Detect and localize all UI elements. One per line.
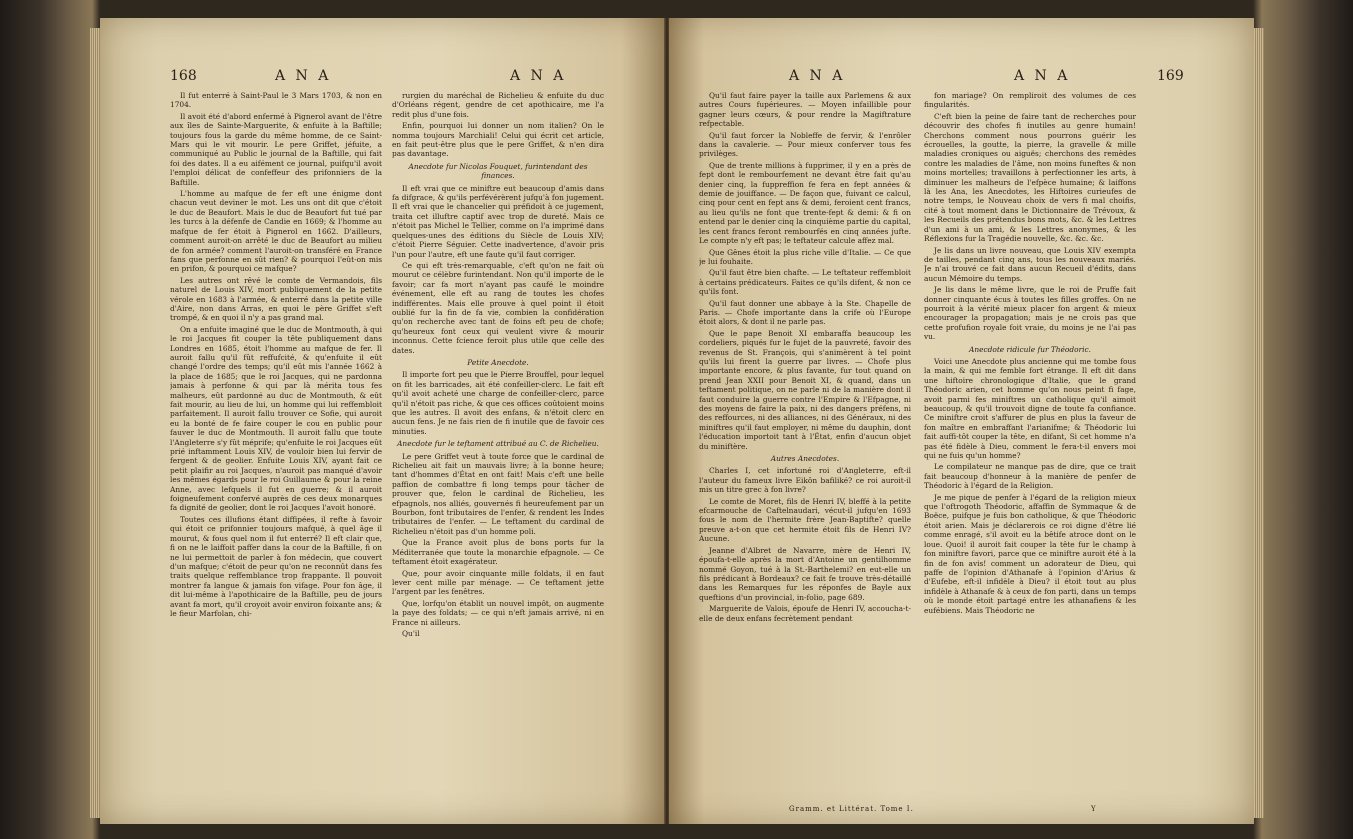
paragraph: Je me pique de penfer à l'égard de la religion mieux que l'oftrogoth Théodoric, affaffin de Symmaque & de Boëce, puifque je fuis bon catholique, & que Théodoric étoit arien. Mais je déclarerois ce roi digne d'être lié comme enragé, s'il avoit eu la bêtife atroce dont on le loue. Quoi! il auroit fait couper la tête fur le champ à fon miniftre favori, parce que ce miniftre auroit été à la fin de fon avis! comment un adorateur de Dieu, qui paffe de l'opinion d'Athanafe à l'opinion d'Arius & d'Eufebe, eft-il infidèle à Dieu? il étoit tout au plus infidèle à Athanafe & à ceux de fon parti, dans un temps où le monde étoit partagé entre les athanafiens & les eufébiens. Mais Théodoric ne bbox=[924, 492, 1136, 615]
paragraph: Enfin, pourquoi lui donner un nom italien? On le nomma toujours Marchiali! Celui qui écrit cet article, en fait peut-être plus que le pere Griffet, & n'en dira pas davantage. bbox=[392, 121, 604, 159]
paragraph: Autres Anecdotes. bbox=[770, 454, 840, 464]
right-page-column-1 bbox=[699, 91, 911, 821]
paragraph: Toutes ces illufions étant diffipées, il refte à favoir qui étoit ce prifonnier toujours mafqué, à quel âge il mourut, & fous quel nom il fut enterré? Il eft clair que, fi on ne le laiffoit paffer dans la cour de la Baftille, fi on ne lui permettoit de parler à fon médecin, que couvert d'un mafque; c'étoit de peur qu'on ne reconnût dans fes traits quelque reffemblance trop frappante. Il pouvoit montrer fa langue & jamais fon vifage. Pour fon âge, il dit lui-même à l'apothicaire de la Baftille, peu de jours avant fa mort, qu'il croyoit avoir environ foixante ans; & le fieur Marfolan, chi- bbox=[170, 514, 382, 618]
paragraph: L'homme au mafque de fer eft une énigme dont chacun veut deviner le mot. Les uns ont dit que c'étoit le duc de Beaufort. Mais le duc de Beaufort fut tué par les turcs à la défenfe de Candie en 1669; & l'homme au mafque de fer étoit à Pignerol en 1662. D'ailleurs, comment auroit-on arrêté le duc de Beaufort au milieu de fon armée? comment l'auroit-on transféré en France fans que perfonne en sût rien? & pourquoi l'eût-on mis en prifon, & pourquoi ce mafque? bbox=[170, 189, 382, 274]
page-number-left: 168 bbox=[170, 68, 197, 84]
right-page-edges bbox=[1254, 28, 1264, 818]
paragraph: Il importe fort peu que le Pierre Brouffel, pour lequel on fit les barricades, ait été confeiller-clerc. Le fait eft qu'il avoit acheté une charge de confeiller-clerc, parce qu'il n'étoit pas riche, & que ces offices coûtoient moins que les autres. Il avoit des enfans, & n'étoit clerc en aucun fens. Je ne fais rien de fi inutile que de favoir ces minuties. bbox=[392, 370, 604, 436]
paragraph: Anecdote fur Nicolas Fouquet, furintendant des finances. bbox=[408, 161, 588, 181]
catchword: Y bbox=[1091, 805, 1097, 813]
paragraph: Ce qui eft très-remarquable, c'eft qu'on ne fait où mourut ce célèbre furintendant. Non qu'il importe de le favoir; car fa mort n'ayant pas caufé le moindre événement, elle eft au rang de toutes les chofes indifférentes. Mais elle prouve à quel point il étoit oublié fur la fin de fa vie, combien la confidération qu'on recherche avec tant de foins eft peu de chofe; qu'heureux font ceux qui veulent vivre & mourir inconnus. Cette fcience feroit plus utile que celle des dates. bbox=[392, 260, 604, 355]
right-page-column-2 bbox=[924, 91, 1136, 821]
left-page-column-2 bbox=[392, 91, 604, 821]
paragraph: Jeanne d'Albret de Navarre, mère de Henri IV, époufa-t-elle après la mort d'Antoine un gentilhomme nommé Goyon, tué à la St.-Barthelemi? en eut-elle un fils prédicant à Bordeaux? ce fait fe trouve très-détaillé dans les Remarques fur les réponfes de Bayle aux queftions d'un provincial, in-folio, page 689. bbox=[699, 545, 911, 602]
paragraph: C'eft bien la peine de faire tant de recherches pour découvrir des chofes fi inutiles au genre humain! Cherchons comment nous pourrons guérir les écrouelles, la goutte, la pierre, la gravelle & mille maladies croniques ou aiguës; cherchons des remèdes contre les maladies de l'âme, non moins funeftes & non moins mortelles; travaillons à perfectionner les arts, à diminuer les malheurs de l'efpèce humaine; & laiffons là les Ana, les Anecdotes, les Hiftoires curieufes de notre temps, le Nouveau choix de vers fi mal choifis, cité à tout moment dans le Dictionnaire de Trévoux, & les Recueils des prétendus bons mots, &c. & les Lettres d'un ami à un ami, & les Lettres anonymes, & les Réflexions fur la Tragédie nouvelle, &c. &c. &c. bbox=[924, 111, 1136, 244]
paragraph: Marguerite de Valois, époufe de Henri IV, accoucha-t-elle de deux enfans fecrètement pendant bbox=[699, 604, 911, 623]
paragraph: Que, lorfqu'on établit un nouvel impôt, on augmente la paye des foldats; — ce qui n'eft jamais arrivé, ni en France ni ailleurs. bbox=[392, 598, 604, 627]
paragraph: Je lis dans le même livre, que le roi de Pruffe fait donner cinquante écus à toutes les filles groffes. On ne pourroit à la vérité mieux placer fon argent & mieux encourager la propagation; mais je ne crois pas que cette profufion royale foit vraie, du moins je ne l'ai pas vu. bbox=[924, 285, 1136, 342]
left-page-edges bbox=[90, 28, 100, 818]
paragraph: Anecdote ridicule fur Théodoric. bbox=[969, 344, 1091, 354]
paragraph: Que la France avoit plus de bons ports fur la Méditerranée que toute la monarchie efpagnole. — Ce teftament étoit exagérateur. bbox=[392, 538, 604, 567]
left-page bbox=[100, 18, 666, 824]
paragraph: Je lis dans un livre nouveau, que Louis XIV exempta de tailles, pendant cinq ans, tous les nouveaux mariés. Je n'ai trouvé ce fait dans aucun Recueil d'édits, dans aucun Mémoire du temps. bbox=[924, 245, 1136, 283]
page-footer-signature: Gramm. et Littérat. Tome I. bbox=[789, 805, 914, 813]
paragraph: Qu'il faut faire payer la taille aux Parlemens & aux autres Cours fupérieures. — Moyen infaillible pour gagner leurs cœurs, & pour rendre la Magiftrature refpectable. bbox=[699, 91, 911, 129]
paragraph: Petite Anecdote. bbox=[467, 357, 529, 367]
paragraph: Qu'il bbox=[402, 628, 420, 638]
paragraph: Il avoit été d'abord enfermé à Pignerol avant de l'être aux îles de Sainte-Marguerite, & enfuite à la Baftille; toujours fous la garde du même homme, de ce Saint-Mars qui le vit mourir. Le pere Griffet, jéfuite, a communiqué au Public le journal de la Baftille, qui fait foi des dates. Il a eu aifément ce journal, puifqu'il avoit l'emploi délicat de confeffeur des prifonniers de la Baftille. bbox=[170, 111, 382, 187]
paragraph: On a enfuite imaginé que le duc de Montmouth, à qui le roi Jacques fit couper la tête publiquement dans Londres en 1685, étoit l'homme au mafque de fer. Il auroit fallu qu'il fût reffufcité, & qu'enfuite il eût changé l'ordre des temps; qu'il eût mis l'année 1662 à la place de 1685; que le roi Jacques, qui ne pardonna jamais à perfonne & qui par là mérita tous fes malheurs, eût pardonné au duc de Montmouth, & eût fait mourir, au lieu de lui, un homme qui lui reffembloit parfaitement. Il auroit fallu trouver ce Sofie, qui auroit eu la bonté de fe faire couper le cou en public pour fauver le duc de Montmouth. Il auroit fallu que toute l'Angleterre s'y fût méprife; qu'enfuite le roi Jacques eût prié inftamment Louis XIV, de vouloir bien lui fervir de fergent & de geolier. Enfuite Louis XIV, ayant fait ce petit plaifir au roi Jacques, n'auroit pas manqué d'avoir les mêmes égards pour le roi Guillaume & pour la reine Anne, avec lefquels il fut en guerre; & il auroit foigneufement confervé auprès de ces deux monarques fa dignité de geolier, dont le roi Jacques l'avoit honoré. bbox=[170, 324, 382, 513]
running-head-right-col2: A N A bbox=[1014, 68, 1071, 84]
paragraph: Voici une Anecdote plus ancienne qui me tombe fous la main, & qui me femble fort étrange. Il eft dit dans une hiftoire chronologique d'Italie, que le grand Théodoric arien, cet homme qu'on nous peint fi fage, avoit parmi fes miniftres un catholique qu'il aimoit beaucoup, & qu'il trouvoit digne de toute fa confiance. Ce miniftre croit s'affurer de plus en plus la faveur de fon maître en embraffant l'arianifme; & Théodoric lui fait auffi-tôt couper la tête, en difant, Si cet homme n'a pas été fidèle à Dieu, comment le fera-t-il envers moi qui ne fuis qu'un homme? bbox=[924, 356, 1136, 461]
right-page bbox=[669, 18, 1254, 824]
paragraph: Anecdote fur le teftament attribué au C. de Richelieu. bbox=[397, 439, 599, 449]
left-page-column-1 bbox=[170, 91, 382, 821]
paragraph: fon mariage? On rempliroit des volumes de ces fingularités. bbox=[924, 91, 1136, 110]
paragraph: Le comte de Moret, fils de Henri IV, bleffé à la petite efcarmouche de Caftelnaudari, vécut-il jufqu'en 1693 fous le nom de l'hermite frère Jean-Baptifte? quelle preuve a-t-on que cet hermite étoit fils de Henri IV? Aucune. bbox=[699, 496, 911, 544]
paragraph: Les autres ont rêvé le comte de Vermandois, fils naturel de Louis XIV, mort publiquement de la petite vérole en 1683 à l'armée, & enterré dans la petite ville d'Aire, non dans Arras, en quoi le père Griffet s'eft trompé, & en quoi il n'y a pas grand mal. bbox=[170, 275, 382, 323]
paragraph: Que, pour avoir cinquante mille foldats, il en faut lever cent mille par ménage. — Ce teftament jette l'argent par les fenêtres. bbox=[392, 568, 604, 597]
paragraph: Le compilateur ne manque pas de dire, que ce trait fait beaucoup d'honneur à la manière de penfer de Théodoric à l'égard de la Religion. bbox=[924, 462, 1136, 491]
paragraph: Que Gênes étoit la plus riche ville d'Italie. — Ce que je lui fouhaite. bbox=[699, 247, 911, 266]
paragraph: Que de trente millions à fupprimer, il y en a près de fept dont le rembourfement ne devant être fait qu'au denier cinq, la fuppreffion fe fera en fept années & demie de jouiffance. — De façon que, fuivant ce calcul, cinq pour cent en fept ans & demi, feroient cent francs, au lieu qu'ils ne font que trente-fept & demi: & fi on entend par le denier cinq la cinquième partie du capital, les cent francs feront rembourfés en cinq années jufte. Le compte n'y eft pas; le teftateur calcule affez mal. bbox=[699, 160, 911, 246]
paragraph: Que le pape Benoit XI embaraffa beaucoup les cordeliers, piqués fur le fujet de la pauvreté, favoir des revenus de St. François, qui s'animèrent à tel point qu'ils lui firent la guerre par livres. — Chofe plus importante encore, & plus favante, fur tout quand on prend Jean XXII pour Benoit XI, & quand, dans un teftament politique, on ne parle ni de la manière dont il faut conduire la guerre contre l'Empire & l'Efpagne, ni des moyens de faire la paix, ni des dangers préfens, ni des reffources, ni des alliances, ni des Généraux, ni des miniftres qu'il faut employer, ni même du dauphin, dont l'éducation importoit tant à l'État, enfin d'aucun objet du miniftère. bbox=[699, 328, 911, 451]
page-number-right: 169 bbox=[1157, 68, 1184, 84]
paragraph: Qu'il faut donner une abbaye à la Ste. Chapelle de Paris. — Chofe importante dans la crife où l'Europe étoit alors, & dont il ne parle pas. bbox=[699, 298, 911, 327]
running-head-right-col1: A N A bbox=[789, 68, 846, 84]
paragraph: Qu'il faut forcer la Nobleffe de fervir, & l'enrôler dans la cavalerie. — Pour mieux conferver tous fes privilèges. bbox=[699, 130, 911, 159]
paragraph: Il eft vrai que ce miniftre eut beaucoup d'amis dans fa difgrace, & qu'ils perfévérèrent jufqu'à fon jugement. Il eft vrai que le chancelier qui préfidoit à ce jugement, traita cet illuftre captif avec trop de dureté. Mais ce n'étoit pas Michel le Tellier, comme on l'a imprimé dans quelques-unes des éditions du Siècle de Louis XIV; c'étoit Pierre Séguier. Cette inadvertence, d'avoir pris l'un pour l'autre, eft une faute qu'il faut corriger. bbox=[392, 183, 604, 259]
paragraph: Le pere Griffet veut à toute force que le cardinal de Richelieu ait fait un mauvais livre; à la bonne heure; tant d'hommes d'État en ont fait! Mais c'eft une belle paffion de combattre fi long temps pour tâcher de prouver que, felon le cardinal de Richelieu, les efpagnols, nos alliés, gouvernés fi heureufement par un Bourbon, font tributaires de l'enfer, & rendent les Indes tributaires de l'enfer. — Le teftament du cardinal de Richelieu n'étoit pas d'un homme poli. bbox=[392, 451, 604, 536]
paragraph: Il fut enterré à Saint-Paul le 3 Mars 1703, & non en 1704. bbox=[170, 91, 382, 110]
paragraph: Charles I, cet infortuné roi d'Angleterre, eft-il l'auteur du fameux livre Eikôn bafiliké? ce roi auroit-il mis un titre grec à fon livre? bbox=[699, 466, 911, 495]
paragraph: Qu'il faut être bien chafte. — Le teftateur reffembloit à certains prédicateurs. Faites ce qu'ils difent, & non ce qu'ils font. bbox=[699, 268, 911, 297]
paragraph: rurgien du maréchal de Richelieu & enfuite du duc d'Orléans régent, gendre de cet apothicaire, me l'a redit plus d'une fois. bbox=[392, 91, 604, 119]
running-head-left-col1: A N A bbox=[275, 68, 332, 84]
running-head-left-col2: A N A bbox=[510, 68, 567, 84]
